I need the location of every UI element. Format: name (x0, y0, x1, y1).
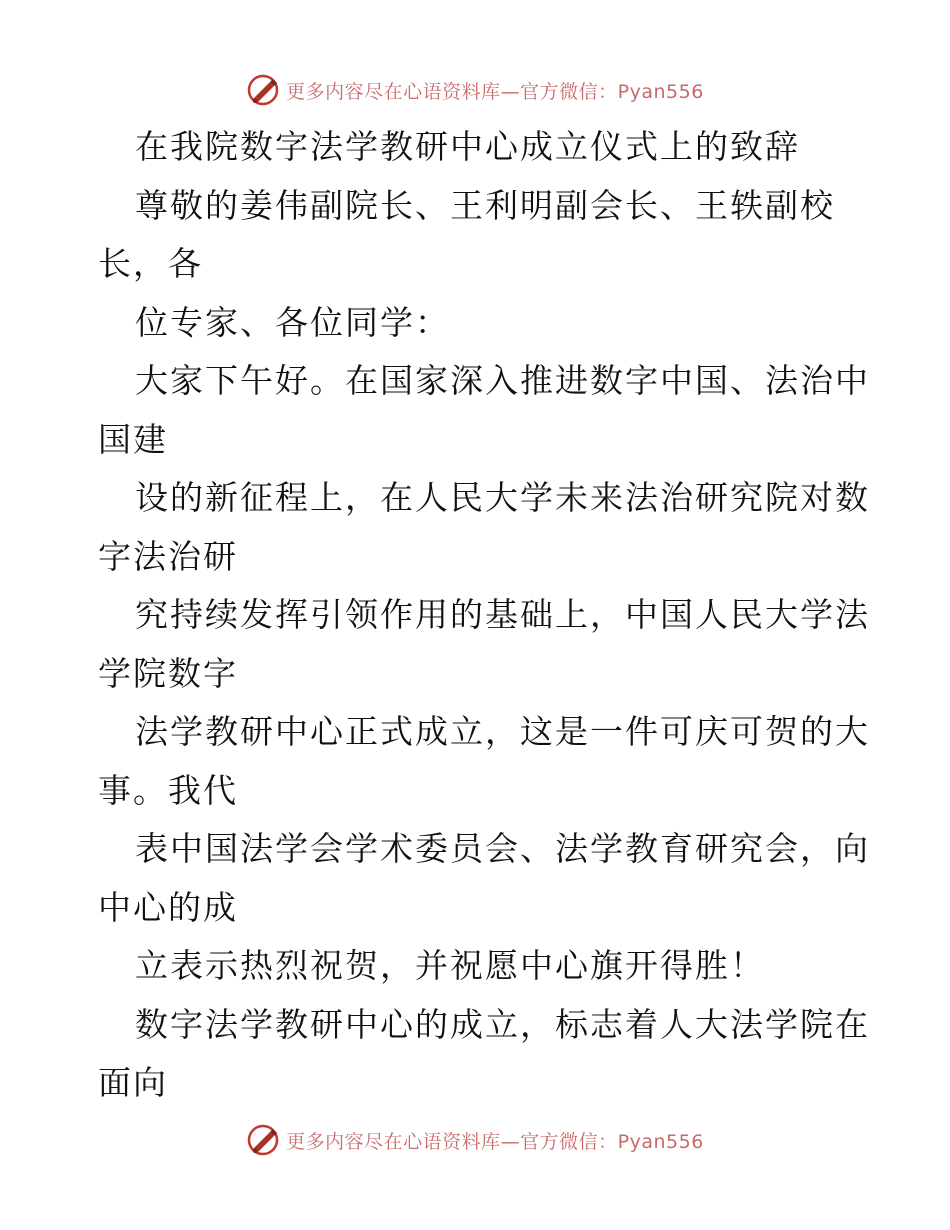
banner-text: 更多内容尽在心语资料库—官方微信：Pyan556 (286, 1130, 704, 1153)
text-line: 学院数字 (98, 653, 238, 693)
text-line: 位专家、各位同学： (135, 302, 450, 342)
footer-banner (0, 1120, 950, 1160)
text-line: 尊敬的姜伟副院长、王利明副会长、王轶副校 (135, 185, 835, 225)
text-line: 事。我代 (98, 770, 238, 810)
text-line: 究持续发挥引领作用的基础上，中国人民大学法 (135, 595, 870, 634)
text-line: 字法治研 (98, 536, 238, 576)
pen-logo-icon (246, 1123, 280, 1157)
text-line: 长，各 (98, 244, 203, 283)
text-line: 立表示热烈祝贺，并祝愿中心旗开得胜！ (135, 946, 765, 985)
text-line: 在我院数字法学教研中心成立仪式上的致辞 (135, 127, 800, 166)
document-body (98, 118, 870, 1113)
text-line: 面向 (98, 1063, 168, 1102)
header-banner (0, 70, 950, 110)
text-line: 表中国法学会学术委员会、法学教育研究会，向 (135, 829, 870, 868)
pen-logo-icon (246, 73, 280, 107)
banner-text: 更多内容尽在心语资料库—官方微信：Pyan556 (286, 80, 704, 103)
text-line: 法学教研中心正式成立，这是一件可庆可贺的大 (135, 712, 870, 751)
text-line: 数字法学教研中心的成立，标志着人大法学院在 (135, 1004, 870, 1044)
text-line: 大家下午好。在国家深入推进数字中国、法治中 (135, 361, 870, 400)
text-line: 中心的成 (98, 887, 238, 927)
text-line: 设的新征程上，在人民大学未来法治研究院对数 (135, 478, 870, 517)
text-line: 国建 (98, 419, 168, 459)
